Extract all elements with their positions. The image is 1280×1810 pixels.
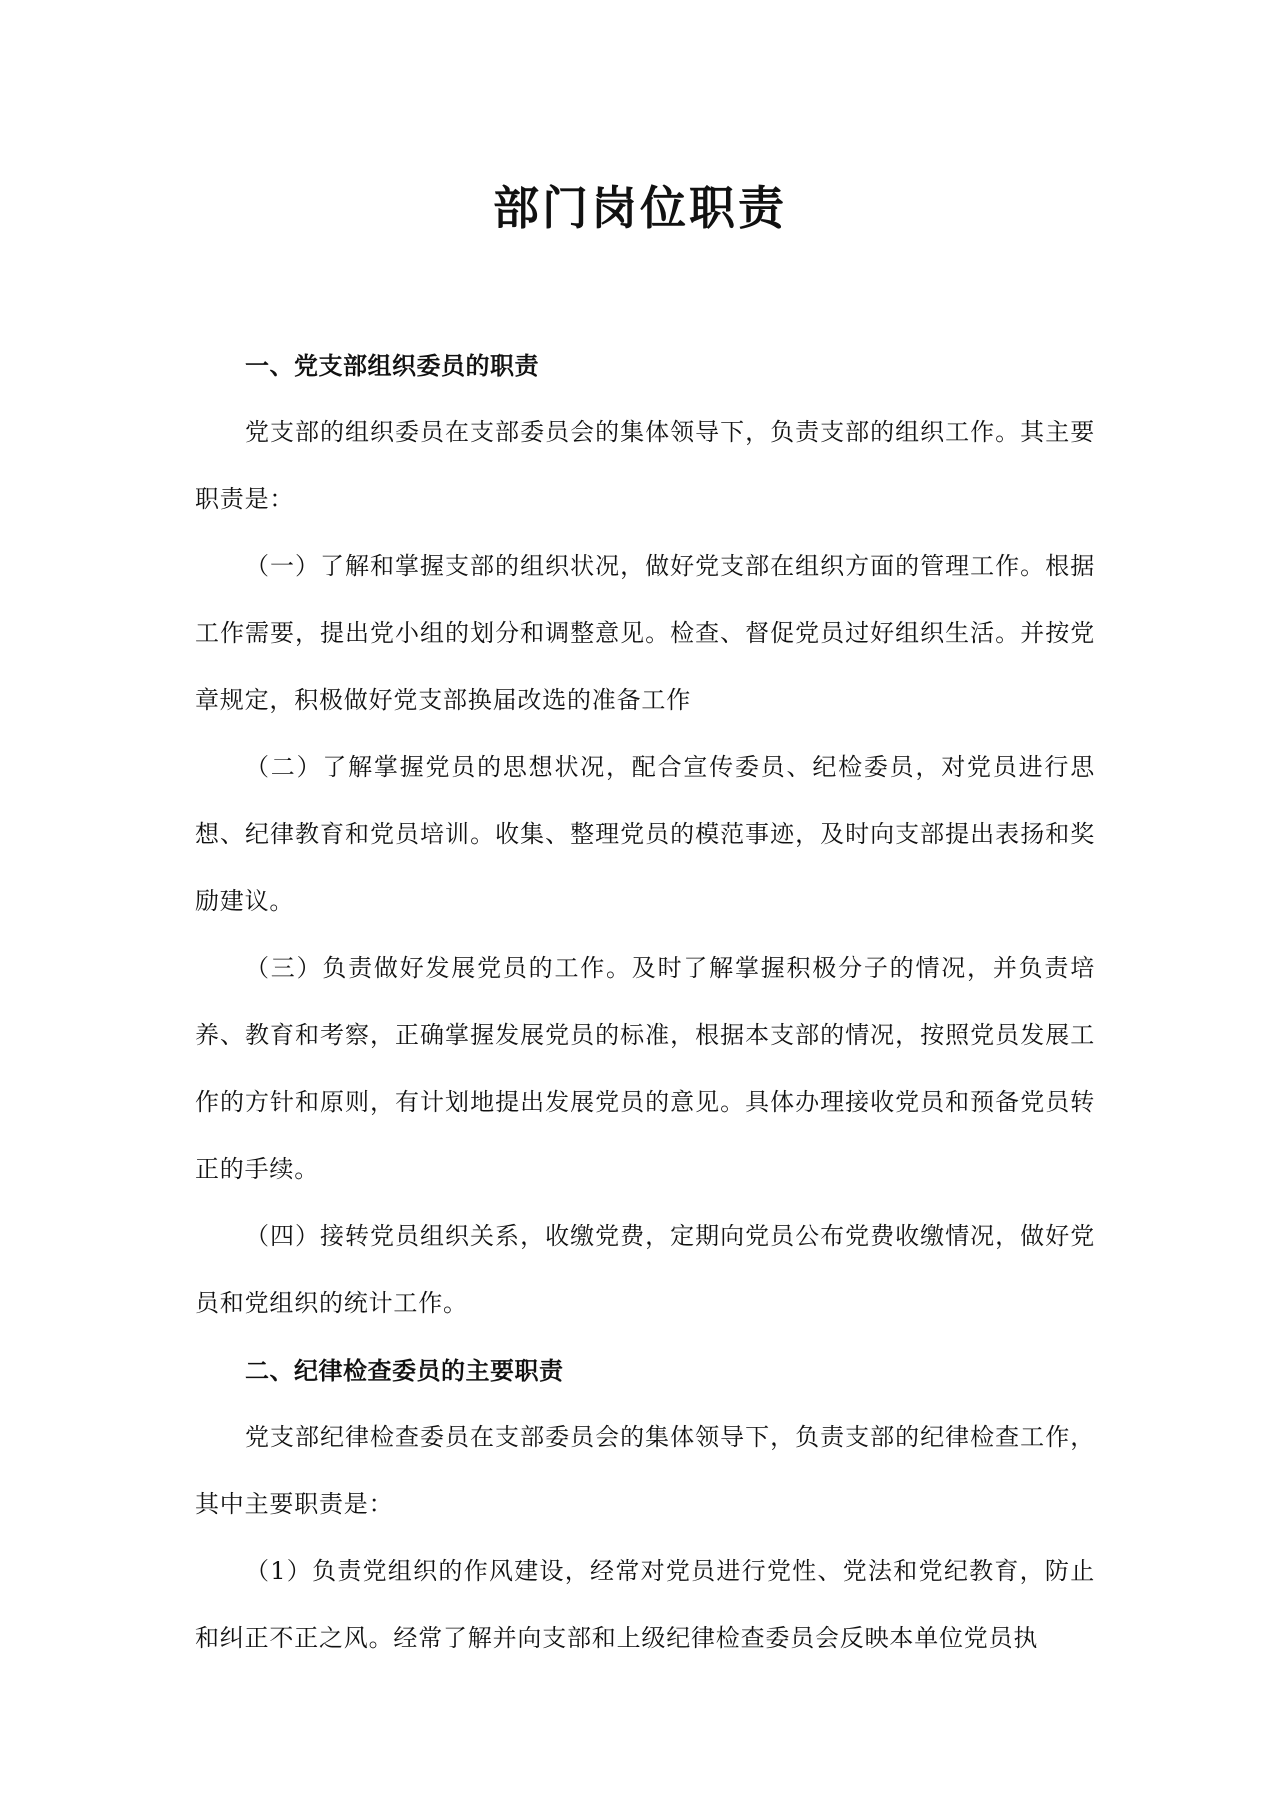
document-body xyxy=(195,332,1095,1672)
paragraph: （1）负责党组织的作风建设，经常对党员进行党性、党法和党纪教育，防止和纠正不正之风。经常了解并向支部和上级纪律检查委员会反映本单位党员执 xyxy=(195,1557,1095,1652)
section-discipline-committee xyxy=(195,1337,1095,1672)
paragraph: （一）了解和掌握支部的组织状况，做好党支部在组织方面的管理工作。根据工作需要，提出党小组的划分和调整意见。检查、督促党员过好组织生活。并按党章规定，积极做好党支部换届改选的准备工作 xyxy=(195,552,1095,714)
paragraph: 党支部的组织委员在支部委员会的集体领导下，负责支部的组织工作。其主要职责是： xyxy=(195,418,1095,513)
paragraph: （二）了解掌握党员的思想状况，配合宣传委员、纪检委员，对党员进行思想、纪律教育和党员培训。收集、整理党员的模范事迹，及时向支部提出表扬和奖励建议。 xyxy=(195,753,1095,915)
paragraph: 党支部纪律检查委员在支部委员会的集体领导下，负责支部的纪律检查工作，其中主要职责是： xyxy=(195,1423,1095,1518)
paragraph: （三）负责做好发展党员的工作。及时了解掌握积极分子的情况，并负责培养、教育和考察，正确掌握发展党员的标准，根据本支部的情况，按照党员发展工作的方针和原则，有计划地提出发展党员的意见。具体办理接收党员和预备党员转正的手续。 xyxy=(195,954,1095,1183)
section-heading: 一、党支部组织委员的职责 xyxy=(245,351,539,380)
section-heading: 二、纪律检查委员的主要职责 xyxy=(245,1356,564,1385)
paragraph: （四）接转党员组织关系，收缴党费，定期向党员公布党费收缴情况，做好党员和党组织的统计工作。 xyxy=(195,1222,1095,1317)
section-organization-committee xyxy=(195,332,1095,1337)
document-title: 部门岗位职责 xyxy=(493,181,787,235)
